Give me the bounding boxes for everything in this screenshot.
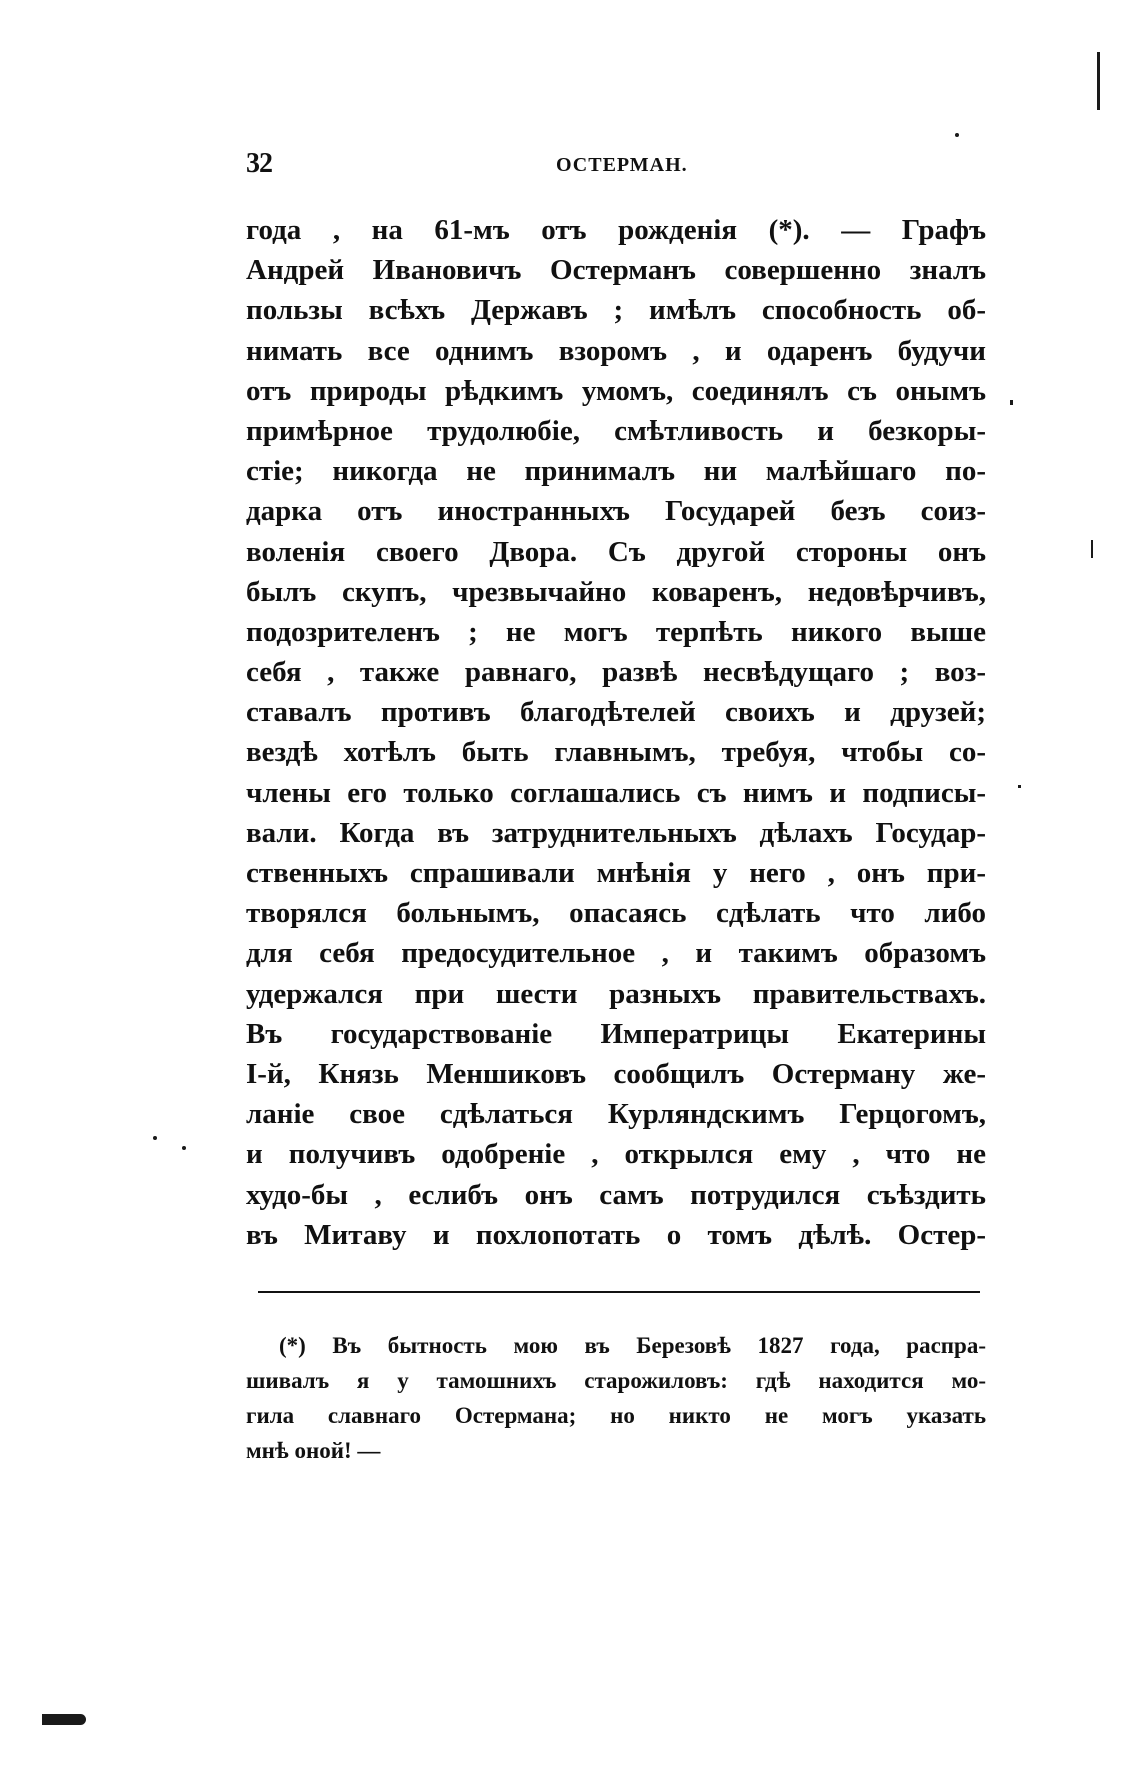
page-header [246,148,986,188]
body-line: удержался при шести разныхъ правительствахъ. [246,977,986,1010]
footnote-line: шивалъ я у тамошнихъ старожиловъ: гдѣ находится мо- [246,1368,986,1393]
body-line: подозрителенъ ; не могъ терпѣть никого выше [246,615,986,648]
body-line: вездѣ хотѣлъ быть главнымъ, требуя, чтобы со- [246,736,986,769]
scan-blot [42,1714,86,1725]
scan-speck [153,1136,157,1140]
footnote-line: (*) Въ бытность мою въ Березовѣ 1827 года, распра- [279,1333,986,1358]
body-line: І-й, Князь Меншиковъ сообщилъ Остерману же- [246,1057,986,1090]
body-line: Въ государствованіе Императрицы Екатерины [246,1017,986,1050]
scan-speck [955,133,959,137]
body-text [246,210,986,1255]
footnote-line: гила славнаго Остермана; но никто не могъ указать [246,1403,986,1428]
body-line: въ Митаву и похлопотать о томъ дѣлѣ. Остер- [246,1218,986,1251]
body-line: стіе; никогда не принималъ ни малѣйшаго по- [246,455,986,488]
body-line: года , на 61-мъ отъ рожденія (*). — Графъ [246,214,986,246]
body-line: худо-бы , еслибъ онъ самъ потрудился съѣздить [246,1178,986,1211]
body-line: ставалъ противъ благодѣтелей своихъ и друзей; [246,696,986,729]
body-line: воленія своего Двора. Съ другой стороны онъ [246,535,986,568]
body-line: былъ скупъ, чрезвычайно коваренъ, недовѣрчивъ, [246,575,986,608]
footnote-line: мнѣ оной! — [246,1438,381,1463]
page-number: 32 [246,148,272,179]
body-line: творялся больнымъ, опасаясь сдѣлать что либо [246,897,986,930]
body-line: пользы всѣхъ Державъ ; имѣлъ способность об- [246,294,986,327]
body-line: примѣрное трудолюбіе, смѣтливость и безкоры- [246,414,986,447]
body-line: ланіе свое сдѣлаться Курляндскимъ Герцогомъ, [246,1098,986,1131]
body-line: вали. Когда въ затруднительныхъ дѣлахъ Государ- [246,816,986,849]
scan-speck [1010,400,1013,405]
body-line: члены его только соглашались съ нимъ и подписы- [246,776,986,809]
scan-edge-mark [1097,52,1100,110]
body-line: отъ природы рѣдкимъ умомъ, соединялъ съ онымъ [246,374,986,407]
body-line: и получивъ одобреніе , открылся ему , что не [246,1138,986,1171]
body-line: дарка отъ иностранныхъ Государей безъ соиз- [246,495,986,528]
body-line: для себя предосудительное , и такимъ образомъ [246,937,986,970]
running-head: ОСТЕРМАН. [556,154,688,176]
body-line: нимать все однимъ взоромъ , и одаренъ будучи [246,334,986,367]
scan-speck [1091,540,1093,558]
scan-speck [182,1146,186,1150]
scan-speck [1018,785,1021,788]
body-line: ственныхъ спрашивали мнѣнія у него , онъ при- [246,857,986,889]
footnote-rule [258,1291,980,1293]
body-line: себя , также равнаго, развѣ несвѣдущаго ; воз- [246,656,986,689]
body-line: Андрей Ивановичъ Остерманъ совершенно зналъ [246,254,986,287]
footnote [246,1328,986,1468]
